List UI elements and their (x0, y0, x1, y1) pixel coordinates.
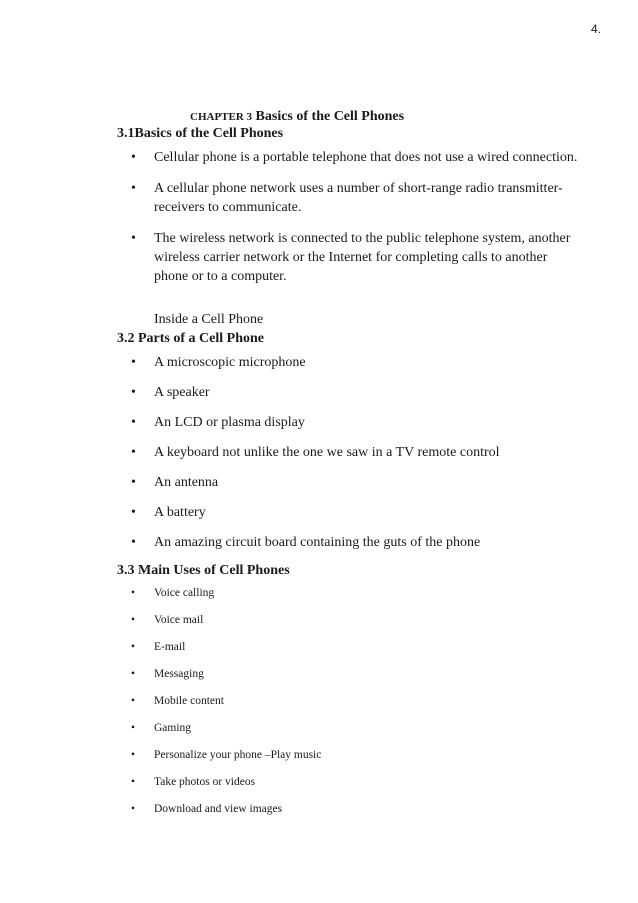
list-item-text: Voice mail (154, 614, 204, 626)
list-item (131, 179, 581, 217)
list-item (131, 693, 581, 709)
list-item (131, 774, 581, 790)
list-item-text: Voice calling (154, 587, 215, 599)
bullet-icon: • (131, 749, 136, 761)
list-item-text: Take photos or videos (154, 776, 256, 788)
bullet-icon: • (131, 385, 136, 400)
list-item-text: Download and view images (154, 803, 283, 815)
list-item (131, 747, 581, 763)
section-heading-3-2: 3.2 Parts of a Cell Phone (117, 331, 264, 346)
chapter-title: Basics of the Cell Phones (255, 109, 405, 124)
bullet-icon: • (131, 475, 136, 490)
list-item-text: A battery (154, 505, 206, 520)
list-item-text: The wireless network is connected to the public telephone system, another wireless carrier network or the Internet for completing calls to another phone or to a computer. (154, 231, 571, 284)
bullet-icon: • (131, 150, 136, 165)
list-item-text: An antenna (154, 475, 219, 490)
list-item (131, 612, 581, 628)
list-item-text: A microscopic microphone (154, 355, 306, 370)
list-item (131, 413, 581, 432)
section-3-2-list (131, 353, 581, 552)
list-item-text: Gaming (154, 722, 192, 734)
bullet-icon: • (131, 181, 136, 196)
list-item-text: Personalize your phone –Play music (154, 749, 322, 761)
bullet-icon: • (131, 641, 136, 653)
list-item (131, 639, 581, 655)
bullet-icon: • (131, 614, 136, 626)
list-item-text: Messaging (154, 668, 204, 680)
chapter-heading (190, 109, 404, 125)
bullet-icon: • (131, 445, 136, 460)
section-heading-3-1: 3.1Basics of the Cell Phones (117, 126, 284, 141)
list-item (131, 353, 581, 372)
section-3-1-list (131, 148, 581, 286)
list-item (131, 229, 581, 286)
bullet-icon: • (131, 587, 136, 599)
list-item-text: A keyboard not unlike the one we saw in a TV remote control (154, 445, 500, 460)
list-item-text: An amazing circuit board containing the guts of the phone (154, 535, 481, 550)
list-item (131, 503, 581, 522)
bullet-icon: • (131, 695, 136, 707)
list-item-text: Mobile content (154, 695, 224, 707)
list-item-text: E-mail (154, 641, 186, 653)
list-item-text: Cellular phone is a portable telephone that does not use a wired connection. (154, 150, 578, 165)
list-item (131, 585, 581, 601)
section-heading-3-3: 3.3 Main Uses of Cell Phones (117, 563, 290, 578)
bullet-icon: • (131, 535, 136, 550)
list-item (131, 148, 581, 167)
list-item (131, 720, 581, 736)
list-item-text: A speaker (154, 385, 210, 400)
chapter-prefix: CHAPTER 3 (190, 111, 253, 123)
bullet-icon: • (131, 415, 136, 430)
list-item (131, 666, 581, 682)
list-item-text: An LCD or plasma display (154, 415, 305, 430)
bullet-icon: • (131, 231, 136, 246)
bullet-icon: • (131, 668, 136, 680)
list-item (131, 383, 581, 402)
bullet-icon: • (131, 803, 136, 815)
bullet-icon: • (131, 776, 136, 788)
inside-cell-phone-caption: Inside a Cell Phone (154, 312, 264, 327)
list-item (131, 443, 581, 462)
list-item (131, 473, 581, 492)
list-item-text: A cellular phone network uses a number of short-range radio transmitter-receivers to communicate. (154, 181, 563, 215)
list-item (131, 533, 581, 552)
bullet-icon: • (131, 355, 136, 370)
bullet-icon: • (131, 505, 136, 520)
bullet-icon: • (131, 722, 136, 734)
page-number: 4. (591, 22, 602, 36)
list-item (131, 801, 581, 817)
section-3-3-list (131, 585, 581, 817)
